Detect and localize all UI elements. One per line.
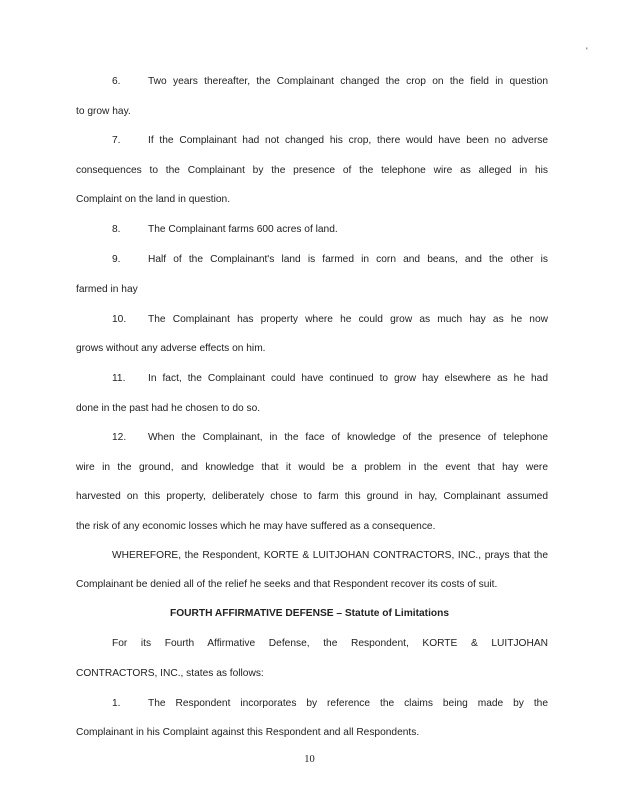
paragraph-number: 10. bbox=[112, 314, 127, 325]
paragraph-12-line-3: harvested on this property, deliberately chose to farm this ground in hay, Complainant assumed bbox=[76, 491, 548, 502]
paragraph-text: If the Complainant had not changed his crop, there would have been no adverse bbox=[148, 135, 548, 146]
paragraph-text: The Complainant has property where he could grow as much hay as he now bbox=[148, 314, 548, 325]
paragraph-12-line-1 bbox=[112, 431, 548, 445]
paragraph-12-line-2: wire in the ground, and knowledge that it would be a problem in the event that hay were bbox=[76, 462, 548, 473]
paragraph-number: 7. bbox=[112, 135, 121, 146]
wherefore-line-2: Complainant be denied all of the relief he seeks and that Respondent recover its costs of suit. bbox=[76, 579, 498, 590]
paragraph-6-line-1 bbox=[112, 75, 548, 89]
paragraph-number: 12. bbox=[112, 432, 127, 443]
page-number: 10 bbox=[304, 754, 315, 765]
paragraph-1-line-1 bbox=[112, 697, 548, 711]
paragraph-7-line-2: consequences to the Complainant by the presence of the telephone wire as alleged in his bbox=[76, 165, 548, 176]
paragraph-8-line-1 bbox=[112, 223, 548, 237]
paragraph-text: When the Complainant, in the face of knowledge of the presence of telephone bbox=[148, 432, 548, 443]
intro-line-2: CONTRACTORS, INC., states as follows: bbox=[76, 668, 264, 679]
paragraph-10-line-2: grows without any adverse effects on him. bbox=[76, 343, 266, 354]
paragraph-text: The Respondent incorporates by reference the claims being made by the bbox=[148, 698, 548, 709]
paragraph-number: 1. bbox=[112, 698, 121, 709]
paragraph-1-line-2: Complainant in his Complaint against this Respondent and all Respondents. bbox=[76, 727, 420, 738]
paragraph-10-line-1 bbox=[112, 313, 548, 327]
paragraph-number: 8. bbox=[112, 224, 121, 235]
paragraph-text: Half of the Complainant's land is farmed in corn and beans, and the other is bbox=[148, 254, 548, 265]
intro-line-1: For its Fourth Affirmative Defense, the Respondent, KORTE & LUITJOHAN bbox=[112, 638, 548, 649]
paragraph-11-line-1 bbox=[112, 372, 548, 386]
paragraph-text: Two years thereafter, the Complainant changed the crop on the field in question bbox=[148, 76, 548, 87]
paragraph-number: 6. bbox=[112, 76, 121, 87]
section-heading: FOURTH AFFIRMATIVE DEFENSE – Statute of Limitations bbox=[169, 608, 450, 619]
wherefore-line-1: WHEREFORE, the Respondent, KORTE & LUITJOHAN CONTRACTORS, INC., prays that the bbox=[112, 550, 548, 561]
paragraph-11-line-2: done in the past had he chosen to do so. bbox=[76, 403, 261, 414]
paragraph-9-line-1 bbox=[112, 253, 548, 267]
paragraph-text: In fact, the Complainant could have continued to grow hay elsewhere as he had bbox=[148, 373, 548, 384]
paragraph-12-line-4: the risk of any economic losses which he may have suffered as a consequence. bbox=[76, 521, 436, 532]
paragraph-number: 9. bbox=[112, 254, 121, 265]
paragraph-7-line-1 bbox=[112, 134, 548, 148]
paragraph-6-line-2: to grow hay. bbox=[76, 106, 131, 117]
paragraph-7-line-3: Complaint on the land in question. bbox=[76, 194, 231, 205]
paragraph-number: 11. bbox=[112, 373, 126, 384]
corner-mark: ' bbox=[586, 46, 588, 56]
paragraph-9-line-2: farmed in hay bbox=[76, 284, 138, 295]
paragraph-text: The Complainant farms 600 acres of land. bbox=[148, 224, 338, 235]
